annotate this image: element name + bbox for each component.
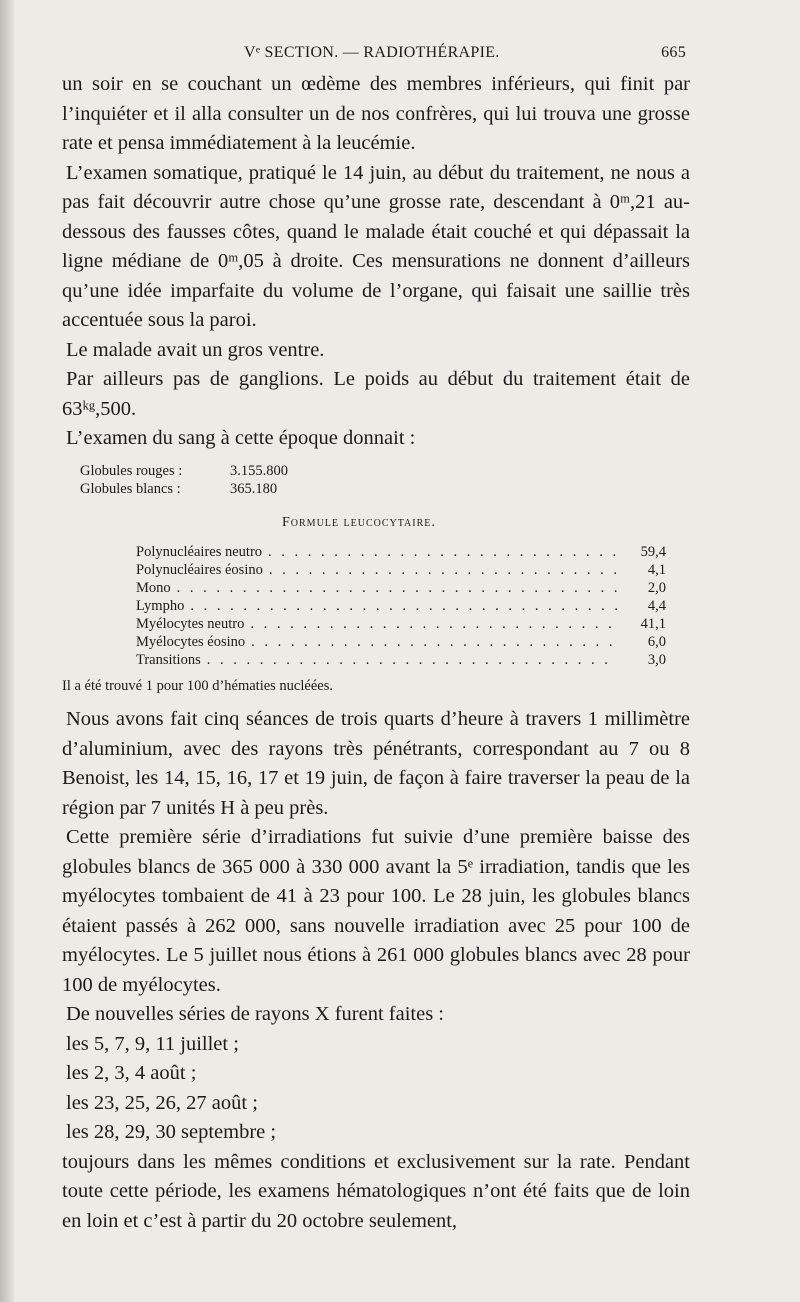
blood-counts xyxy=(62,462,690,498)
formula-row xyxy=(136,543,666,561)
formula-value: 4,1 xyxy=(647,562,666,578)
paragraph-2: L’examen somatique, pratiqué le 14 juin, au début du traitement, ne nous a pas fait découvrir autre chose qu’une grosse rate, descendant à 0ᵐ,21 au-dessous des fausses côtes, quand le malade était couché et qui dépassait la ligne médiane de 0ᵐ,05 à droite. Ces mensurations ne donnent d’ailleurs qu’une idée imparfaite du volume de l’organe, qui faisait une saillie très accentuée sous la paroi. xyxy=(62,161,690,331)
formula-row xyxy=(136,579,666,597)
formula-value: 41,1 xyxy=(640,616,666,632)
date-list-item: les 28, 29, 30 septembre ; xyxy=(66,1121,277,1143)
paragraph-4: Par ailleurs pas de ganglions. Le poids au début du traitement était de 63ᵏᵍ,500. xyxy=(62,368,690,420)
formula-row xyxy=(136,651,666,669)
formula-row xyxy=(136,597,666,615)
formula-label: Myélocytes éosino xyxy=(136,634,246,650)
running-header xyxy=(64,40,686,66)
date-list-item: les 2, 3, 4 août ; xyxy=(66,1062,197,1084)
formula-label: Lympho xyxy=(136,598,185,614)
paragraph-9: toujours dans les mêmes conditions et exclusivement sur la rate. Pendant toute cette période, les examens hématologiques n’ont été faits que de loin en loin et c’est à partir du 20 octobre seulement, xyxy=(62,1150,690,1232)
formula-label: Polynucléaires éosino xyxy=(136,562,263,578)
formula-title: Formule leucocytaire. xyxy=(282,514,436,530)
blood-count-value: 365.180 xyxy=(230,480,278,497)
paragraph-6: Nous avons fait cinq séances de trois quarts d’heure à travers 1 millimètre d’aluminium, avec des rayons très pénétrants, correspondant au 7 ou 8 Benoist, les 14, 15, 16, 17 et 19 juin, de façon à faire traverser la peau de la région par 7 unités H à peu près. xyxy=(62,708,690,819)
paragraph-8: De nouvelles séries de rayons X furent faites : xyxy=(66,1003,444,1025)
page-number: 665 xyxy=(661,44,686,61)
formula-value: 59,4 xyxy=(640,544,666,560)
formula-value: 2,0 xyxy=(647,580,666,596)
blood-count-label: Globules blancs : xyxy=(80,480,181,497)
page-body xyxy=(62,70,690,1236)
formula-value: 4,4 xyxy=(647,598,666,614)
date-list-item: les 23, 25, 26, 27 août ; xyxy=(66,1091,258,1114)
formula-label: Mono xyxy=(136,580,171,596)
section-title: Vᵉ SECTION. — RADIOTHÉRAPIE. xyxy=(244,44,500,61)
leukocyte-formula-table xyxy=(62,543,666,669)
paragraph-1: un soir en se couchant un œdème des membres inférieurs, qui finit par l’inquiéter et il alla consulter un de nos confrères, qui lui trouva une grosse rate et pensa immédiatement à la leucémie. xyxy=(62,73,690,154)
formula-note: Il a été trouvé 1 pour 100 d’hématies nucléées. xyxy=(62,678,333,694)
formula-value: 3,0 xyxy=(647,652,666,668)
formula-label: Myélocytes neutro xyxy=(136,616,245,632)
blood-count-value: 3.155.800 xyxy=(230,462,288,479)
formula-row xyxy=(136,633,666,651)
formula-label: Polynucléaires neutro xyxy=(136,544,263,560)
paragraph-5: L’examen du sang à cette époque donnait : xyxy=(66,427,416,449)
paragraph-7: Cette première série d’irradiations fut suivie d’une première baisse des globules blancs de 365 000 à 330 000 avant la 5ᵉ irradiation, tandis que les myélocytes tombaient de 41 à 23 pour 100. Le 28 juin, les globules blancs étaient passés à 262 000, sans nouvelle irradiation avec 25 pour 100 de myélocytes. Le 5 juillet nous étions à 261 000 globules blancs avec 28 pour 100 de myélocytes. xyxy=(62,826,690,996)
formula-label: Transitions xyxy=(136,652,201,668)
formula-row xyxy=(136,615,666,633)
page-edge-shadow xyxy=(0,0,14,1302)
date-list-item: les 5, 7, 9, 11 juillet ; xyxy=(66,1032,239,1055)
formula-value: 6,0 xyxy=(647,634,666,650)
formula-row xyxy=(136,561,666,579)
paragraph-3: Le malade avait un gros ventre. xyxy=(66,338,325,361)
blood-count-row xyxy=(80,462,690,480)
blood-count-label: Globules rouges : xyxy=(80,462,183,479)
blood-count-row xyxy=(80,480,690,498)
